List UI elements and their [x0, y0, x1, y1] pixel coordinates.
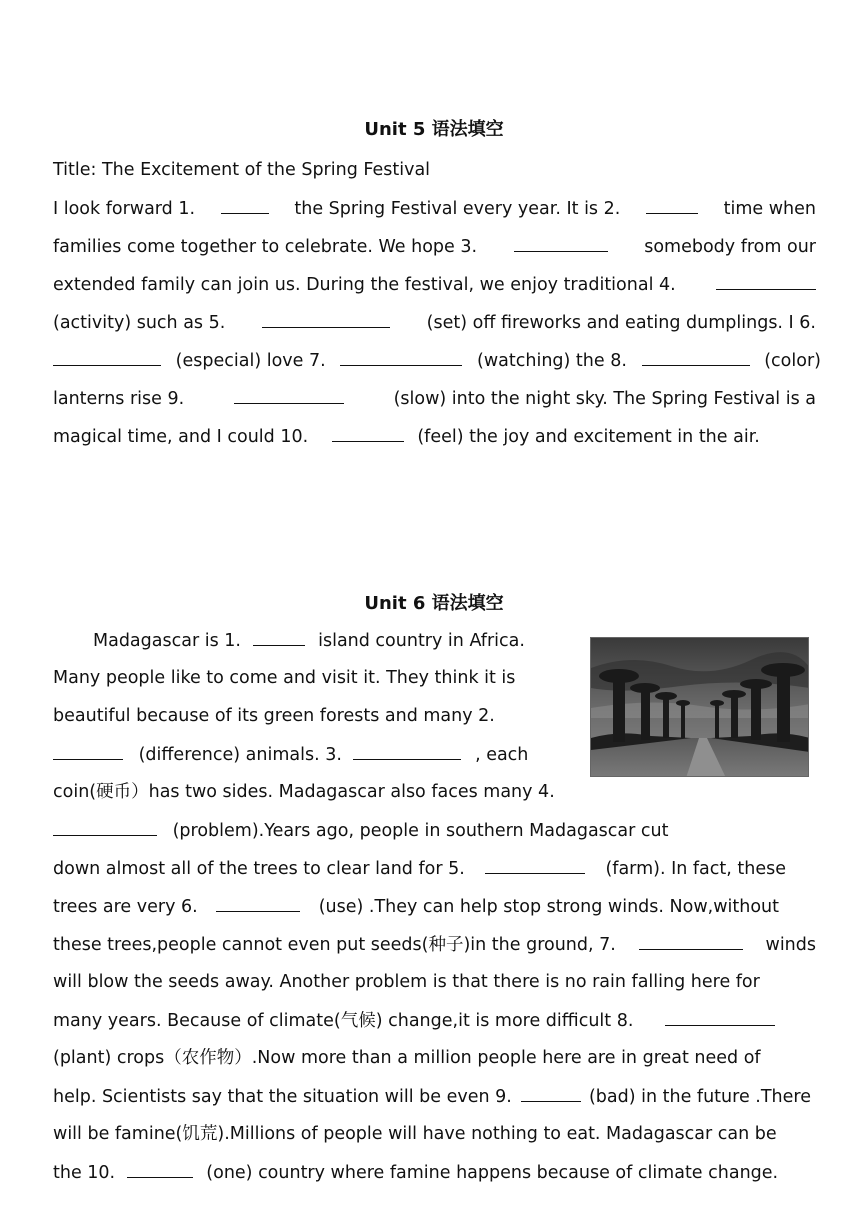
unit6-line-14: will be famine(饥荒).Millions of people will have nothing to eat. Madagascar can be — [53, 1124, 777, 1144]
text-segment: the 10. — [53, 1163, 116, 1183]
text-segment: (difference) animals. 3. — [138, 745, 342, 765]
blank-9[interactable] — [234, 386, 344, 404]
text-segment: I look forward 1. — [53, 199, 196, 219]
text-segment: these trees,people cannot even put seeds(种子)in the ground, 7. — [53, 935, 616, 955]
text-segment: (feel) the joy and excitement in the air. — [417, 427, 760, 447]
unit6-line-6 — [53, 818, 693, 843]
blank-2[interactable] — [646, 196, 698, 214]
unit6-line-2: Many people like to come and visit it. They think it is — [53, 668, 516, 688]
text-segment: (activity) such as 5. — [53, 313, 226, 333]
baobab-illustration — [591, 638, 809, 777]
unit6-line-15 — [53, 1160, 816, 1185]
unit6-line-4 — [53, 742, 573, 767]
unit5-title: Title: The Excitement of the Spring Festival — [53, 160, 431, 180]
text-segment: (color) — [764, 351, 821, 371]
unit6-line-9 — [53, 932, 816, 957]
baobab-photo — [590, 637, 809, 777]
text-segment: (farm). In fact, these — [605, 859, 786, 879]
unit5-line-4 — [53, 310, 816, 335]
text-segment: island country in Africa. — [318, 631, 525, 651]
unit6-line-11 — [53, 1008, 775, 1033]
blank-6[interactable] — [216, 894, 300, 912]
text-segment: (slow) into the night sky. The Spring Festival is a — [393, 389, 816, 409]
text-segment: (especial) love 7. — [175, 351, 326, 371]
text-segment: down almost all of the trees to clear land for 5. — [53, 859, 465, 879]
unit6-heading: Unit 6 语法填空 — [364, 593, 504, 614]
text-segment: (problem).Years ago, people in southern Madagascar cut — [172, 821, 669, 841]
text-segment: many years. Because of climate(气候) change,it is more difficult 8. — [53, 1011, 634, 1031]
unit5-line-5 — [53, 348, 821, 373]
unit6-line-10: will blow the seeds away. Another problem is that there is no rain falling here for — [53, 972, 760, 992]
text-segment: extended family can join us. During the festival, we enjoy traditional 4. — [53, 275, 676, 295]
unit6-line-3: beautiful because of its green forests and many 2. — [53, 706, 495, 726]
text-segment: lanterns rise 9. — [53, 389, 185, 409]
text-segment: Madagascar is 1. — [93, 631, 241, 651]
unit5-heading: Unit 5 语法填空 — [364, 119, 504, 140]
blank-4[interactable] — [716, 272, 816, 290]
blank-6[interactable] — [53, 348, 161, 366]
text-segment: the Spring Festival every year. It is 2. — [294, 199, 621, 219]
blank-5[interactable] — [262, 310, 390, 328]
blank-1[interactable] — [253, 628, 305, 646]
unit6-line-1 — [93, 628, 553, 653]
blank-1[interactable] — [221, 196, 269, 214]
text-segment: somebody from our — [644, 237, 816, 257]
blank-3[interactable] — [353, 742, 461, 760]
unit5-line-1 — [53, 196, 816, 221]
blank-7[interactable] — [340, 348, 462, 366]
unit5-line-2 — [53, 234, 816, 259]
text-segment: (use) .They can help stop strong winds. Now,without — [318, 897, 779, 917]
unit6-line-8 — [53, 894, 779, 919]
text-segment: (watching) the 8. — [477, 351, 627, 371]
unit6-line-7 — [53, 856, 786, 881]
blank-4[interactable] — [53, 818, 157, 836]
text-segment: trees are very 6. — [53, 897, 198, 917]
text-segment: (one) country where famine happens because of climate change. — [206, 1163, 779, 1183]
text-segment: (set) off fireworks and eating dumplings. I 6. — [426, 313, 816, 333]
text-segment: families come together to celebrate. We hope 3. — [53, 237, 478, 257]
unit5-line-7 — [53, 424, 816, 449]
blank-10[interactable] — [332, 424, 404, 442]
text-segment: time when — [723, 199, 816, 219]
blank-8[interactable] — [642, 348, 750, 366]
text-segment: winds — [765, 935, 816, 955]
blank-5[interactable] — [485, 856, 585, 874]
unit6-line-12: (plant) crops（农作物）.Now more than a million people here are in great need of — [53, 1048, 761, 1068]
blank-9[interactable] — [521, 1084, 581, 1102]
blank-10[interactable] — [127, 1160, 193, 1178]
blank-2[interactable] — [53, 742, 123, 760]
text-segment: (bad) in the future .There — [588, 1087, 811, 1107]
text-segment: , each — [475, 745, 529, 765]
unit6-line-13 — [53, 1084, 816, 1109]
unit5-line-6 — [53, 386, 816, 411]
blank-7[interactable] — [639, 932, 743, 950]
text-segment: magical time, and I could 10. — [53, 427, 309, 447]
blank-8[interactable] — [665, 1008, 775, 1026]
blank-3[interactable] — [514, 234, 608, 252]
text-segment: help. Scientists say that the situation will be even 9. — [53, 1087, 512, 1107]
unit6-line-5: coin(硬币）has two sides. Madagascar also faces many 4. — [53, 782, 555, 802]
unit5-line-3 — [53, 272, 816, 297]
